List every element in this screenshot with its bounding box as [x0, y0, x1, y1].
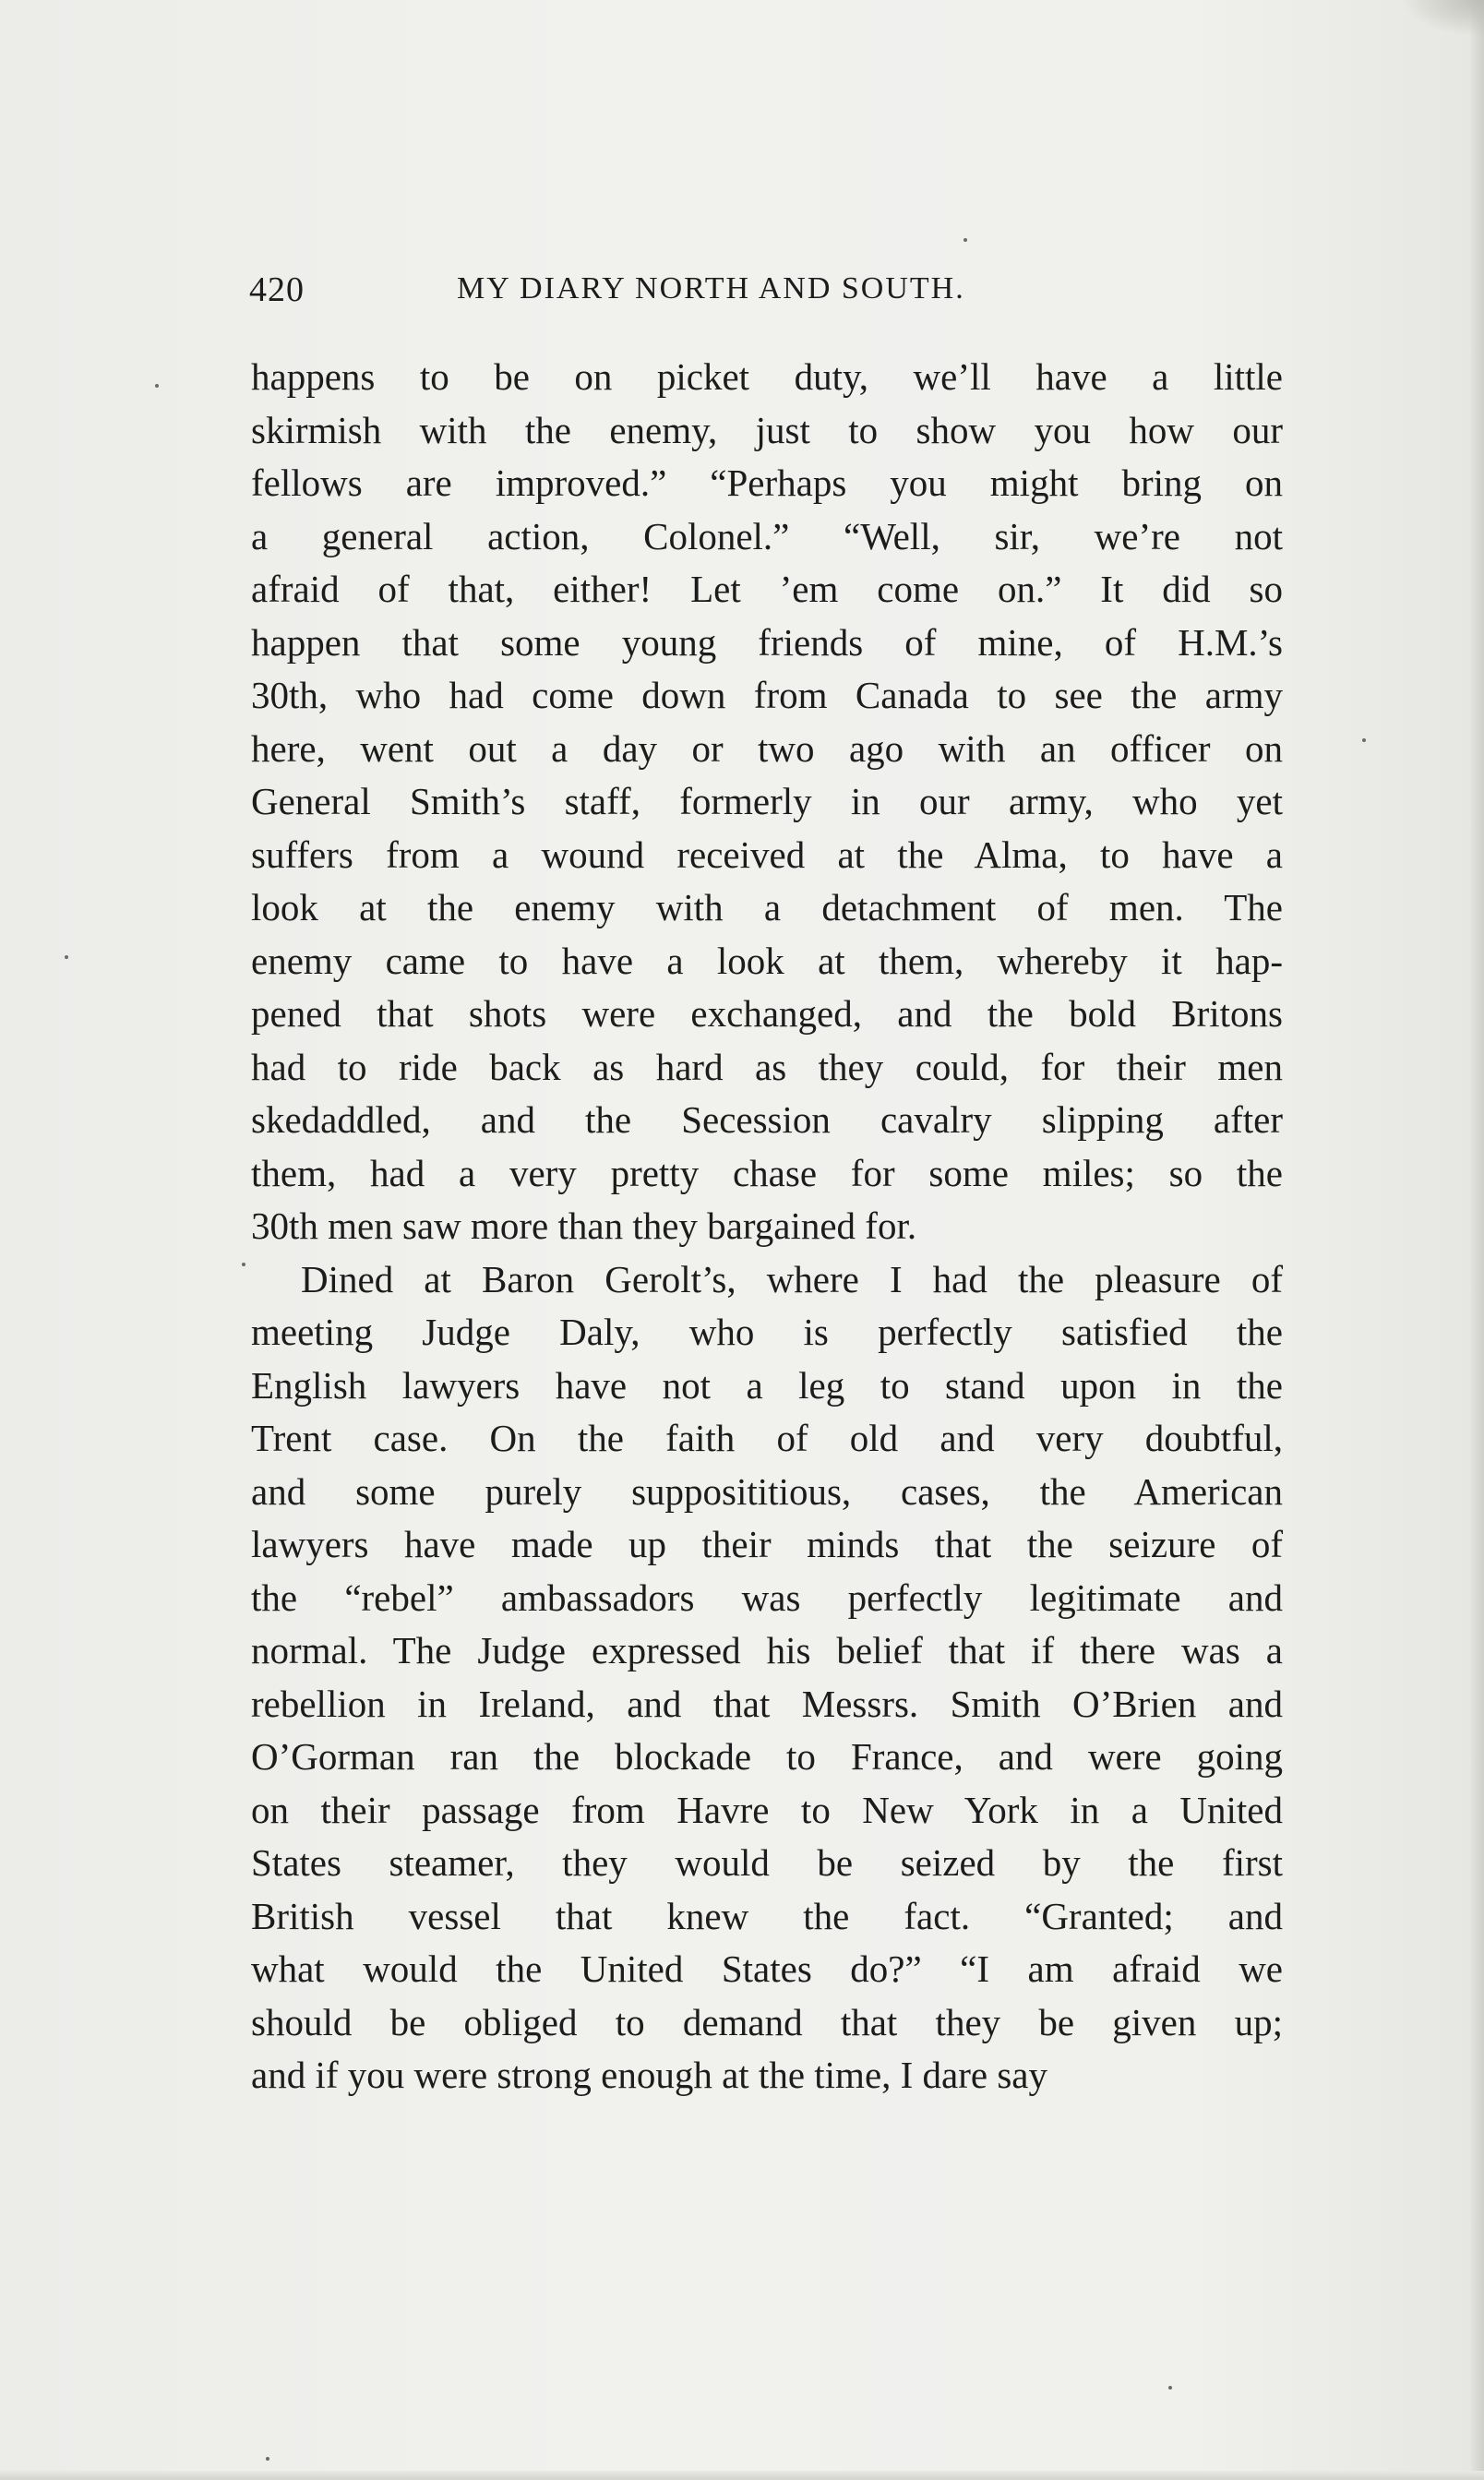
text-line: British vessel that knew the fact. “Granted; and [251, 1894, 1283, 1937]
text-line: normal. The Judge expressed his belief that if there was a [251, 1629, 1283, 1671]
ink-speck [1168, 2386, 1172, 2390]
text-line: skirmish with the enemy, just to show you how our [251, 408, 1283, 451]
ink-speck [1362, 738, 1366, 742]
text-line: here, went out a day or two ago with an officer on [251, 726, 1283, 770]
ink-speck [266, 2457, 269, 2461]
running-title: MY DIARY NORTH AND SOUTH. [457, 271, 965, 306]
corner-wear [1401, 0, 1484, 37]
ink-speck [963, 238, 967, 242]
running-head [249, 270, 1292, 316]
text-line: should be obliged to demand that they be given up; [251, 2000, 1283, 2043]
text-line: skedaddled, and the Secession cavalry slipping after [251, 1098, 1283, 1141]
text-line: what would the United States do?” “I am afraid we [251, 1947, 1283, 1990]
text-line: Dined at Baron Gerolt’s, where I had the pleasure of [301, 1257, 1283, 1300]
text-line: enemy came to have a look at them, whereby it hap- [251, 939, 1283, 982]
text-line: had to ride back as hard as they could, for their men [251, 1045, 1283, 1088]
text-line: and if you were strong enough at the time, I dare say [251, 2054, 1048, 2096]
text-line: look at the enemy with a detachment of men. The [251, 886, 1283, 929]
text-line: a general action, Colonel.” “Well, sir, we’re not [251, 514, 1283, 557]
text-line: happens to be on picket duty, we’ll have a little [251, 355, 1283, 398]
text-line: pened that shots were exchanged, and the bold Britons [251, 992, 1283, 1035]
ink-speck [242, 1263, 245, 1266]
text-line: and some purely supposititious, cases, the American [251, 1469, 1283, 1513]
text-line: O’Gorman ran the blockade to France, and were going [251, 1735, 1283, 1778]
page-edge-right [1471, 0, 1484, 2480]
text-line: English lawyers have not a leg to stand upon in the [251, 1363, 1283, 1407]
text-line: the “rebel” ambassadors was perfectly legitimate and [251, 1575, 1283, 1619]
text-line: 30th, who had come down from Canada to see the army [251, 674, 1283, 716]
text-line: States steamer, they would be seized by the first [251, 1841, 1283, 1884]
ink-speck [65, 955, 68, 959]
text-line: fellows are improved.” “Perhaps you might bring on [251, 461, 1283, 504]
text-line: afraid of that, either! Let ’em come on.” It did so [251, 568, 1283, 610]
text-line: suffers from a wound received at the Alma, to have a [251, 833, 1283, 876]
text-line: 30th men saw more than they bargained for. [251, 1204, 917, 1247]
text-line: General Smith’s staff, formerly in our army, who yet [251, 780, 1283, 822]
text-line: them, had a very pretty chase for some miles; so the [251, 1151, 1283, 1194]
text-line: lawyers have made up their minds that the seizure of [251, 1523, 1283, 1565]
text-line: rebellion in Ireland, and that Messrs. Smith O’Brien and [251, 1682, 1283, 1725]
text-line: happen that some young friends of mine, of H.M.’s [251, 620, 1283, 664]
body-text [251, 351, 1283, 2103]
text-line: Trent case. On the faith of old and very doubtful, [251, 1417, 1283, 1459]
page-edge-bottom [0, 2471, 1484, 2480]
ink-speck [155, 384, 159, 388]
text-line: meeting Judge Daly, who is perfectly satisfied the [251, 1311, 1283, 1353]
text-line: on their passage from Havre to New York in a United [251, 1788, 1283, 1831]
page-number: 420 [249, 270, 305, 309]
